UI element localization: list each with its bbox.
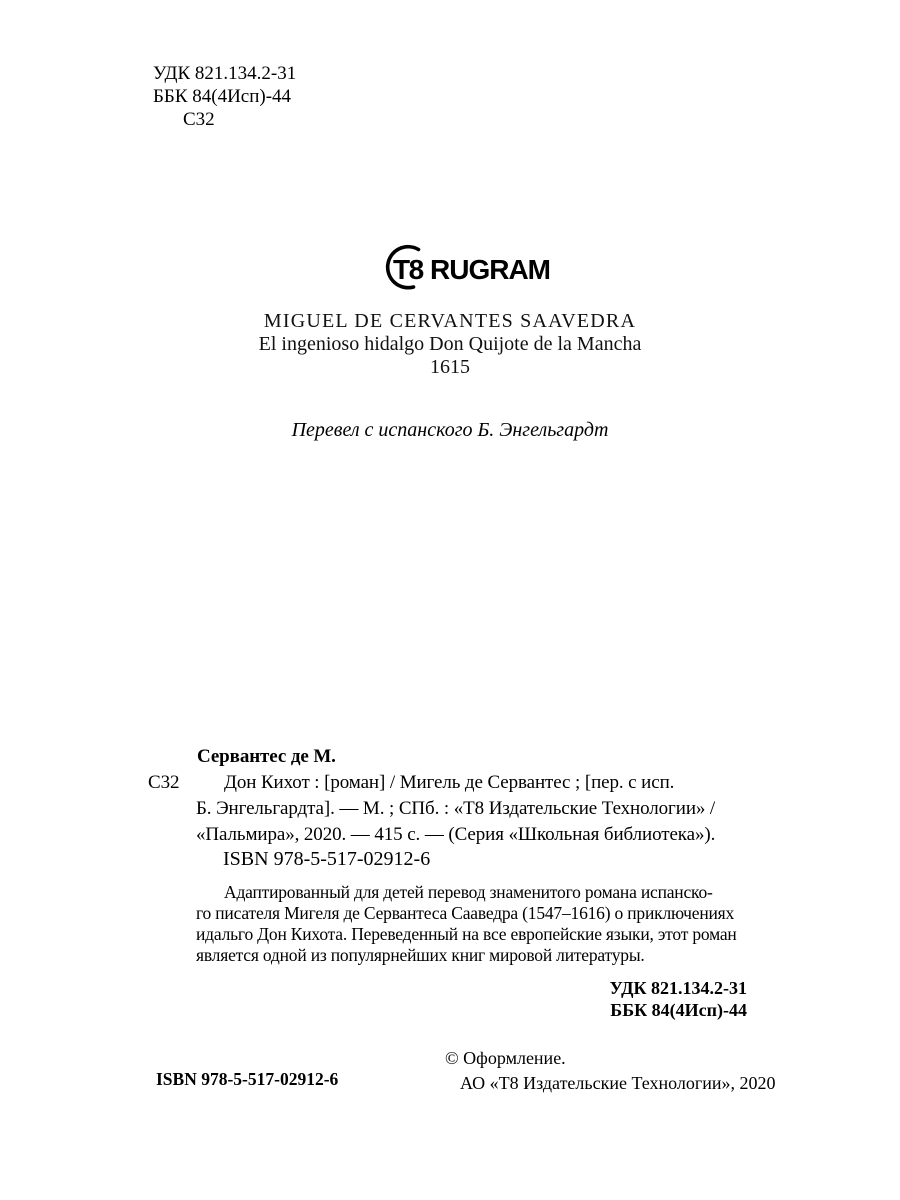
bottom-classification-codes [610, 977, 747, 1021]
translator-credit: Перевел с испанского Б. Энгельгардт [291, 419, 609, 441]
original-author: MIGUEL DE CERVANTES SAAVEDRA [263, 310, 637, 332]
udc-code: УДК 821.134.2-31 [153, 63, 297, 84]
annotation-line: го писателя Мигеля де Сервантеса Сааведра (1547–1616) о приключениях [196, 903, 735, 923]
author-sign-code: С32 [183, 109, 215, 130]
original-year: 1615 [430, 356, 470, 378]
biblio-line: Дон Кихот : [роман] / Мигель де Сервантес ; [пер. с исп. [224, 772, 675, 793]
footer-copyright-block [445, 1046, 776, 1096]
rugram-logo-text: RUGRAM [430, 254, 550, 285]
copyright-design-line: © Оформление. [445, 1048, 566, 1068]
udc-code-bottom: УДК 821.134.2-31 [609, 978, 747, 998]
t8-logo-text: T8 [393, 254, 423, 285]
biblio-line: Б. Энгельгардта]. — М. ; СПб. : «Т8 Издательские Технологии» / [196, 798, 716, 819]
bibliographic-entry [150, 744, 750, 848]
annotation-line: является одной из популярнейших книг мировой литературы. [196, 945, 645, 965]
publisher-logo [383, 243, 550, 291]
original-title: El ingenioso hidalgo Don Quijote de la Mancha [258, 333, 642, 355]
biblio-author-sign: С32 [148, 772, 180, 793]
annotation-paragraph [196, 882, 750, 966]
biblio-body [148, 770, 750, 848]
copyright-publisher-line: АО «Т8 Издательские Технологии», 2020 [460, 1073, 776, 1093]
footer-isbn: ISBN 978-5-517-02912-6 [156, 1069, 339, 1089]
bbk-code-bottom: ББК 84(4Исп)-44 [610, 1000, 747, 1020]
annotation-line: Адаптированный для детей перевод знаменитого романа испанско- [224, 882, 713, 902]
biblio-author-heading: Сервантес де М. [197, 746, 336, 767]
bbk-code: ББК 84(4Исп)-44 [153, 86, 292, 107]
biblio-line: «Пальмира», 2020. — 415 с. — (Серия «Школьная библиотека»). [196, 824, 716, 845]
isbn-main: ISBN 978-5-517-02912-6 [223, 848, 431, 870]
annotation-line: идальго Дон Кихота. Переведенный на все европейские языки, этот роман [196, 924, 737, 944]
top-classification-codes [153, 62, 296, 131]
original-title-block [0, 310, 900, 379]
